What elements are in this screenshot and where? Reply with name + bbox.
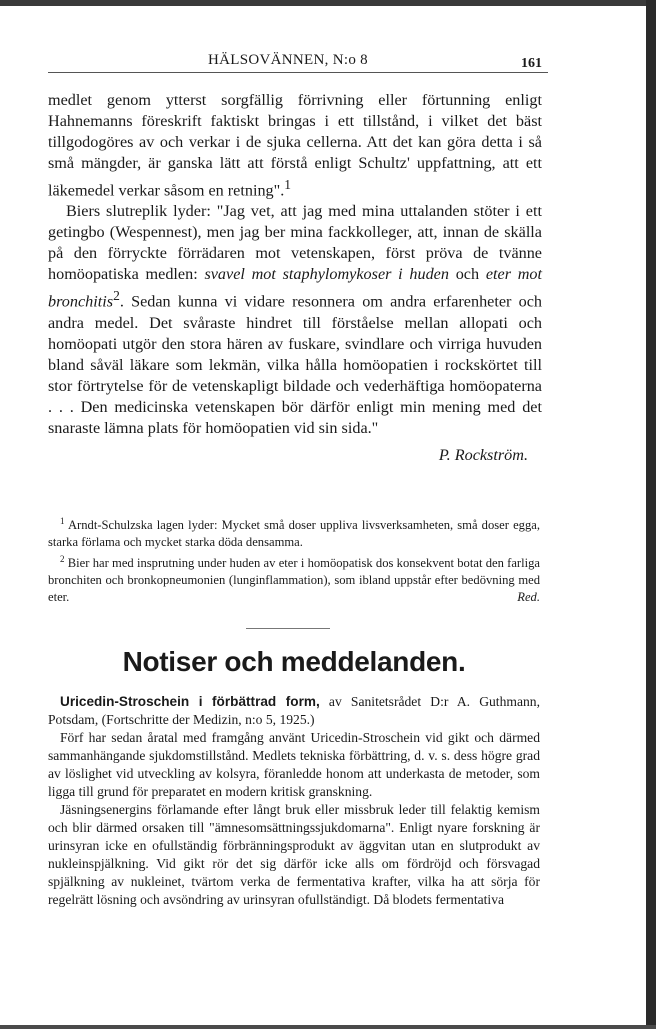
paragraph-1: medlet genom ytterst sorgfällig förrivning eller förtunning enligt Hahnemanns föreskrift faktiskt bringas i ett tillstånd, i vilket det bäst tillgodogöres av och verkar i de sjuka cellerna. Att det kan göra detta i så små mängder, är ganska lätt att förstå enligt Schultz' uppfattning, att ett läkemedel verkar såsom en retning".$^1$ xyxy=(48,91,542,200)
scan-edge-top xyxy=(0,0,656,6)
notice-headline: Uricedin-Stroschein i förbättrad form, xyxy=(60,694,320,709)
remedy-ether: eter mot bronchitis xyxy=(48,265,543,311)
remedy-sulfur: svavel mot staphylomykoser i huden xyxy=(204,265,449,284)
footnote-ref-1: 1 xyxy=(284,177,292,192)
footnote-2: $^2$ Bier har med insprutning under huden av eter i homöopatisk dos konsekvent botat den farliga bronchiten och bronkopneumonien (lunginflammation), som ibland uppstår efter bedövning med eter. Red. xyxy=(48,554,540,605)
footnote-1: $^1$ Arndt-Schulzska lagen lyder: Mycket små doser uppliva livsverksamheten, små doser egga, starka förlama och mycket starka döda densamma. xyxy=(48,516,540,550)
page-header xyxy=(48,52,548,76)
section-divider xyxy=(246,628,330,629)
section-title: Notiser och meddelanden. xyxy=(122,646,466,677)
author-signature: P. Rockström. xyxy=(438,445,528,464)
paragraph-2: Biers slutreplik lyder: "Jag vet, att jag med mina uttalanden stöter i ett getingbo (Wespennest), men jag ber mina fackkolleger, att, innan de skälla på den förryckte förrädaren mot vetenskapen, först pröva de tvänne homöopatiska medlen: svavel mot staphylomykoser i huden och eter mot bronchitis$^2$. Sedan kunna vi vidare resonnera om andra erfarenheter och andra medel. Det svåraste hindret till förståelse mellan allopati och homöopati utgör den stora hären av fuskare, svindlare och virriga huvuden bland såväl läkare som lekmän, vilka hålla homöopatien i rockskörtet till stor förtrytelse för de vetenskapligt bildade och vederhäftiga homöopaterna . . . Den medicinska vetenskapen bör därför enligt min mening med det snaraste lämna plats för homöopatien vid sin sida." xyxy=(48,202,543,437)
scan-edge-bottom xyxy=(0,1025,656,1029)
editor-sign: Red. xyxy=(517,590,540,605)
notice-paragraph-2: Förf har sedan åratal med framgång använt Uricedin-Stroschein vid gikt och därmed sammanhängande sjukdomstillstånd. Medlets tekniska förbättring, d. v. s. dess högre grad av löslighet vid utveckling av kolsyra, föranledde honom att underkasta de metoder, som ligga till grund för preparatet en modern kritisk granskning. xyxy=(48,730,540,799)
notice-article xyxy=(48,693,540,909)
scan-edge-right xyxy=(646,0,656,1029)
header-rule xyxy=(48,72,548,73)
footnote-ref-2: 2 xyxy=(113,288,120,304)
running-title: HÄLSOVÄNNEN, N:o 8 xyxy=(208,52,368,68)
notice-lead: Uricedin-Stroschein i förbättrad form, av Sanitetsrådet D:r A. Guthmann, Potsdam, (Fortschritte der Medizin, n:o 5, 1925.) xyxy=(48,694,540,727)
footnotes xyxy=(48,513,540,606)
page-number: 161 xyxy=(521,56,542,71)
article-body xyxy=(48,90,542,466)
notice-paragraph-3: Jäsningsenergins förlamande efter långt bruk eller missbruk leder till felaktig kemism och blir därmed orsaken till "ämnesomsättningssjukdomarna". Enligt nyare forskning är urinsyran icke en ofullständig förbränningsprodukt av äggvitan utan en slutprodukt av nukleinspjälkning. Vid gikt rör det sig därför icke alls om fördröjd och försvagad spjälkning av nukleinet, tvärtom verka de fermentativa krafter, vilka ha att sörja för regelrätt lösning och avsöndring av urinsyran ofullständigt. Då blodets fermentativa xyxy=(48,802,540,907)
